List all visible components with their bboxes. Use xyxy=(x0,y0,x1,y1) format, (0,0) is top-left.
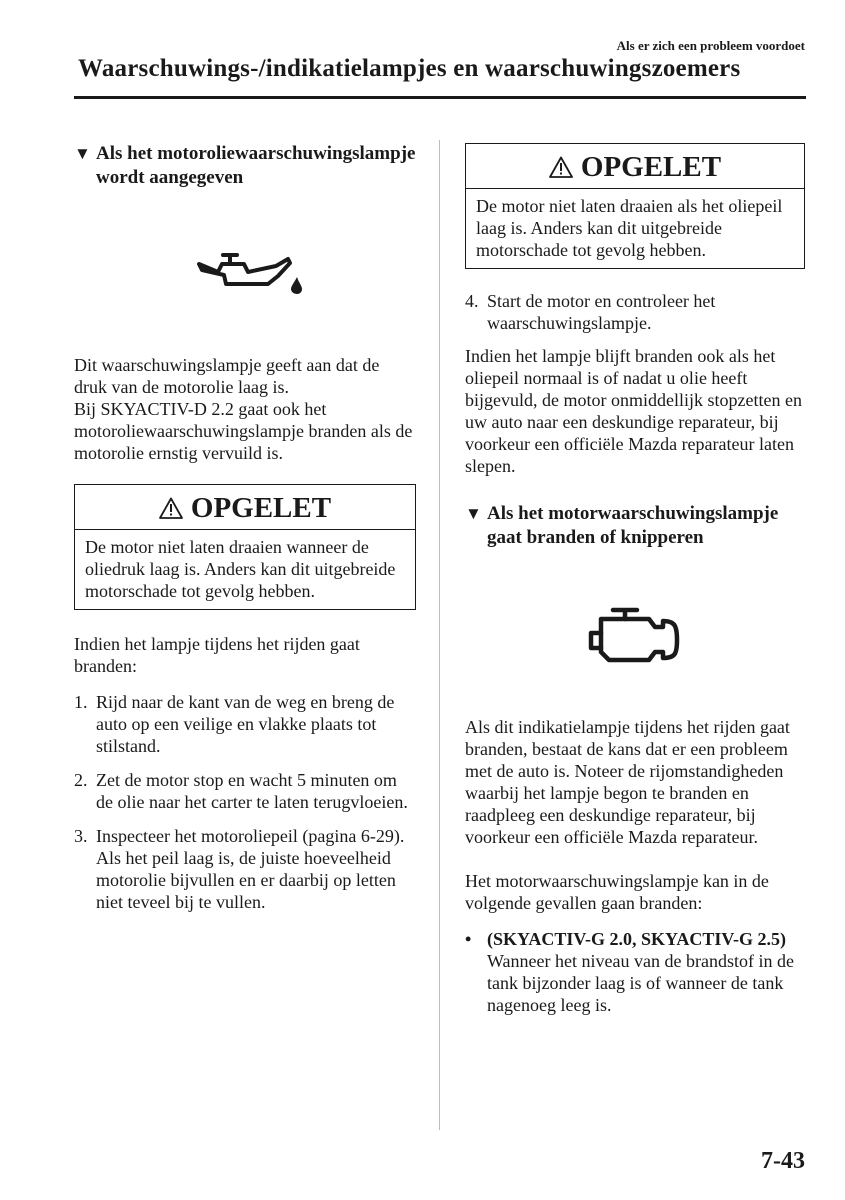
caution-title: OPGELET xyxy=(466,144,804,189)
oil-intro-2: Bij SKYACTIV-D 2.2 gaat ook het motoroliewaarschuwingslampje branden als de motorolie ernstig vervuild is. xyxy=(74,399,413,463)
caution-body: De motor niet laten draaien wanneer de oliedruk laag is. Anders kan dit uitgebreide motorschade tot gevolg hebben. xyxy=(85,537,396,601)
caution-box-left xyxy=(74,484,416,610)
caution-box-right xyxy=(465,143,805,269)
list-item xyxy=(465,928,810,1016)
heading-marker: ▼ xyxy=(74,144,91,163)
caution-body: De motor niet laten draaien als het oliepeil laag is. Anders kan dit uitgebreide motorschade tot gevolg hebben. xyxy=(476,196,783,260)
engine-paragraph-2: Het motorwaarschuwingslampje kan in de volgende gevallen gaan branden: xyxy=(465,871,769,913)
page-number: 7-43 xyxy=(761,1148,805,1174)
heading-marker: ▼ xyxy=(465,504,482,523)
caution-title: OPGELET xyxy=(75,485,415,530)
bullet-title: (SKYACTIV-G 2.0, SKYACTIV-G 2.5) xyxy=(487,929,787,949)
section-label: Als er zich een probleem voordoet xyxy=(616,38,805,53)
steps-intro: Indien het lampje tijdens het rijden gaat branden: xyxy=(74,634,360,676)
list-item: 2. Zet de motor stop en wacht 5 minuten om de olie naar het carter te laten terugvloeien. xyxy=(74,770,408,812)
list-item: 3. Inspecteer het motoroliepeil (pagina 6-29). Als het peil laag is, de juiste hoeveelheid motorolie bijvullen en er daarbij op letten niet teveel bij te vullen. xyxy=(74,826,405,912)
oil-intro-1: Dit waarschuwingslampje geeft aan dat de druk van de motorolie laag is. xyxy=(74,355,380,397)
right-column xyxy=(465,0,810,1016)
bullet-marker: • xyxy=(465,929,472,949)
column-divider xyxy=(439,140,440,1130)
section-heading-text: Als het motoroliewaarschuwingslampje wordt aangegeven xyxy=(96,143,416,188)
engine-icon xyxy=(465,606,810,664)
warning-triangle-icon xyxy=(159,497,183,519)
oil-can-icon xyxy=(74,250,416,292)
warning-triangle-icon xyxy=(549,156,573,178)
engine-paragraph-1: Als dit indikatielampje tijdens het rijden gaat branden, bestaat de kans dat er een probleem met de auto is. Noteer de rijomstandigheden waarbij het lampje begon te branden en raadpleeg een deskundige reparateur, bij voorkeur een officiële Mazda reparateur. xyxy=(465,717,790,847)
list-item: 1. Rijd naar de kant van de weg en breng de auto op een veilige en vlakke plaats tot stilstand. xyxy=(74,692,395,756)
section-heading-oil xyxy=(74,142,416,190)
page-title: Waarschuwings-/indikatielampjes en waarschuwingszoemers xyxy=(78,55,741,82)
left-column xyxy=(74,0,416,913)
bullet-text: Wanneer het niveau van de brandstof in de tank bijzonder laag is of wanneer de tank nagenoeg leeg is. xyxy=(487,951,794,1015)
list-item: 4. Start de motor en controleer het waarschuwingslampje. xyxy=(465,291,716,333)
section-heading-text: Als het motorwaarschuwingslampje gaat branden of knipperen xyxy=(487,503,779,548)
followup-paragraph: Indien het lampje blijft branden ook als het oliepeil normaal is of nadat u olie heeft bijgevuld, de motor onmiddellijk stopzetten en uw auto naar een deskundige reparateur, bij voorkeur een officiële Mazda reparateur laten slepen. xyxy=(465,346,802,476)
section-heading-engine xyxy=(465,502,810,550)
